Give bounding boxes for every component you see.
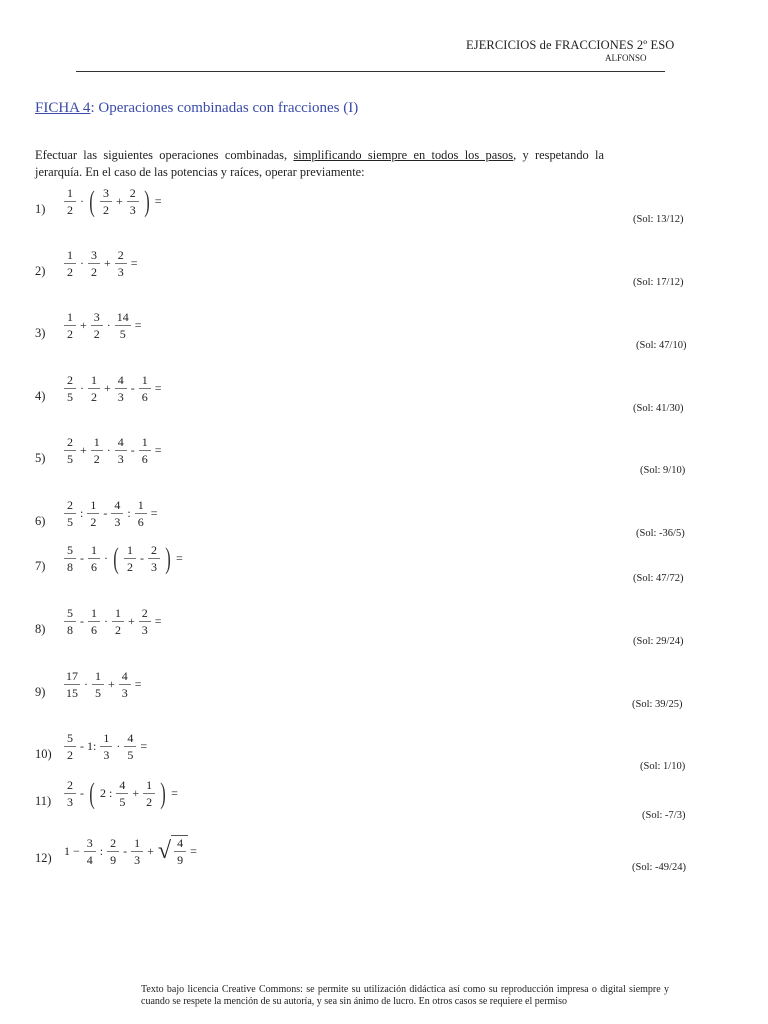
fraction (88, 543, 100, 574)
operator: + (108, 677, 115, 691)
fraction (139, 435, 151, 466)
operator: = (154, 614, 162, 628)
operator: · (106, 318, 111, 332)
exercise-expression (62, 498, 159, 529)
operator: - (80, 551, 84, 565)
operator: = (154, 381, 162, 395)
operator: = (134, 677, 142, 691)
denominator: 9 (177, 853, 184, 867)
open-parenthesis: ( (113, 541, 119, 575)
header-divider (76, 71, 665, 72)
numerator: 4 (111, 498, 123, 514)
open-parenthesis: ( (89, 776, 95, 810)
header-title: EJERCICIOS de FRACCIONES 2º ESO (466, 38, 675, 52)
numerator: 1 (88, 543, 100, 559)
denominator: 5 (67, 390, 73, 404)
denominator: 6 (91, 560, 97, 574)
solution-label: (Sol: 9/10) (640, 465, 686, 476)
exercise-expression (62, 669, 144, 700)
numerator: 4 (116, 778, 128, 794)
numerator: 1 (139, 435, 151, 451)
numerator: 2 (64, 373, 76, 389)
solution-label: (Sol: 1/10) (640, 761, 686, 772)
denominator: 3 (121, 686, 128, 700)
denominator: 6 (141, 452, 148, 466)
denominator: 8 (67, 623, 73, 637)
numerator: 1 (143, 778, 155, 794)
exercise-expression (62, 778, 180, 809)
operator: · (80, 194, 84, 208)
operator: + (147, 843, 154, 858)
denominator: 5 (119, 327, 126, 341)
solution-label: (Sol: -7/3) (642, 810, 686, 821)
numerator: 1 (64, 248, 76, 264)
fraction (64, 543, 76, 574)
numerator: 1 (87, 498, 99, 514)
fraction (91, 435, 103, 466)
denominator: 2 (67, 327, 73, 341)
ficha-label: FICHA 4 (35, 100, 91, 116)
denominator: 2 (67, 203, 73, 217)
exercise-expression (62, 248, 140, 279)
operator: + (104, 256, 111, 270)
operator: - (140, 551, 144, 565)
numerator: 1 (100, 731, 112, 747)
fraction (88, 606, 100, 637)
denominator: 3 (67, 795, 73, 809)
fraction (64, 606, 76, 637)
fraction (115, 310, 131, 341)
fraction (115, 373, 127, 404)
fraction (127, 186, 139, 217)
exercise-number: 1) (35, 202, 46, 216)
header-author: ALFONSO (605, 53, 647, 63)
fraction (115, 435, 127, 466)
solution-label: (Sol: 29/24) (633, 636, 684, 647)
denominator: 4 (86, 852, 93, 867)
fraction (135, 498, 147, 529)
operator: - 1: (80, 739, 97, 753)
operator: + (80, 318, 87, 332)
numerator: 1 (131, 836, 143, 852)
fraction (139, 373, 151, 404)
numerator: 3 (91, 310, 103, 326)
denominator: 5 (95, 686, 101, 700)
denominator: 3 (129, 203, 136, 217)
denominator: 3 (151, 560, 157, 574)
numerator: 3 (84, 836, 96, 852)
denominator: 2 (67, 265, 73, 279)
operator: · (104, 551, 108, 565)
fraction (64, 248, 76, 279)
operator: = (130, 256, 138, 270)
solution-label: (Sol: 39/25) (632, 699, 683, 710)
exercise-number: 8) (35, 622, 46, 636)
solution-label: (Sol: 17/12) (633, 277, 684, 288)
denominator: 2 (93, 452, 100, 466)
numerator: 2 (64, 778, 76, 794)
exercise-number: 4) (35, 389, 46, 403)
numerator: 5 (64, 606, 76, 622)
solution-label: (Sol: -36/5) (636, 528, 685, 539)
numerator: 1 (88, 606, 100, 622)
operator: · (104, 614, 108, 628)
operator: = (171, 786, 178, 800)
fraction (112, 606, 124, 637)
operator: + (80, 443, 87, 457)
exercise-number: 3) (35, 326, 46, 340)
exercise-expression (62, 835, 199, 867)
denominator: 3 (114, 515, 121, 529)
fraction (84, 836, 96, 867)
numerator: 1 (92, 669, 104, 685)
denominator: 2 (90, 515, 97, 529)
fraction (64, 186, 76, 217)
fraction (100, 731, 112, 762)
numerator: 4 (115, 373, 127, 389)
numerator: 2 (64, 498, 76, 514)
fraction (91, 310, 103, 341)
fraction (131, 836, 143, 867)
operator: - (130, 381, 135, 395)
numerator: 2 (64, 435, 76, 451)
exercise-number: 9) (35, 685, 46, 699)
instructions-part1: Efectuar las siguientes operaciones combinadas, (35, 148, 288, 162)
exercise-number: 2) (35, 264, 46, 278)
operator: + (116, 194, 123, 208)
operator: = (134, 318, 142, 332)
denominator: 2 (146, 795, 153, 809)
operator: = (140, 739, 148, 753)
operator: = (154, 194, 162, 208)
denominator: 2 (103, 203, 109, 217)
license-footer: Texto bajo licencia Creative Commons: se permite su utilización didáctica así como su reproducción impresa o digital siempre y cuando se respete la mención de su autoría, y sea sin ánimo de lucro. En otros casos se requiere el permiso (141, 984, 669, 1007)
fraction (64, 778, 76, 809)
exercise-number: 10) (35, 747, 52, 761)
numerator: 2 (107, 836, 119, 852)
open-parenthesis: ( (89, 184, 95, 218)
operator: - (80, 786, 84, 800)
denominator: 9 (110, 852, 117, 867)
numerator: 4 (174, 836, 186, 852)
operator: - (103, 506, 108, 520)
operator: · (106, 443, 111, 457)
exercise-number: 12) (35, 851, 52, 865)
operator: : (127, 506, 131, 520)
denominator: 3 (141, 623, 148, 637)
numerator: 14 (116, 310, 129, 324)
exercise-expression (62, 543, 185, 574)
exercise-number: 7) (35, 559, 46, 573)
denominator: 3 (103, 748, 110, 762)
exercise-expression (62, 731, 149, 762)
fraction (100, 186, 112, 217)
exercise-number: 5) (35, 451, 46, 465)
fraction (64, 669, 80, 700)
operator: + (128, 614, 135, 628)
exercise-expression (62, 310, 144, 341)
operator: = (154, 443, 162, 457)
operator: - (80, 614, 84, 628)
denominator: 5 (119, 795, 126, 809)
denominator: 6 (141, 390, 148, 404)
numerator: 17 (66, 669, 78, 683)
numerator: 5 (64, 731, 76, 747)
numerator: 4 (119, 669, 131, 685)
fraction (115, 248, 127, 279)
operator: · (80, 256, 84, 270)
exercise-number: 6) (35, 514, 46, 528)
operator: - (123, 843, 128, 858)
operator: + (104, 381, 111, 395)
operator: 2 : (100, 786, 113, 800)
solution-label: (Sol: -49/24) (632, 862, 686, 873)
numerator: 2 (139, 606, 151, 622)
denominator: 8 (67, 560, 73, 574)
denominator: 2 (93, 327, 100, 341)
operator: · (84, 677, 88, 691)
denominator: 5 (127, 748, 134, 762)
denominator: 6 (137, 515, 144, 529)
fraction (119, 669, 131, 700)
fraction (64, 373, 76, 404)
exercise-row (0, 835, 768, 899)
numerator: 1 (139, 373, 151, 389)
fraction (143, 778, 155, 809)
numerator: 3 (88, 248, 100, 264)
operator: : (99, 843, 104, 858)
denominator: 5 (67, 452, 73, 466)
exercise-expression (62, 186, 164, 217)
fraction (64, 310, 76, 341)
fraction (64, 435, 76, 466)
operator: + (132, 786, 140, 800)
fraction (148, 543, 160, 574)
operator: · (80, 381, 84, 395)
instructions-part2: , y respetando la jerarquía. En el caso de las potencias y raíces, operar previamente: (35, 148, 604, 179)
denominator: 2 (67, 748, 73, 762)
denominator: 3 (117, 390, 124, 404)
denominator: 5 (67, 515, 73, 529)
sheet-title-text: : Operaciones combinadas con fracciones (I) (90, 100, 359, 116)
numerator: 4 (115, 435, 127, 451)
numerator: 2 (127, 186, 139, 202)
operator: = (190, 843, 197, 858)
solution-label: (Sol: 41/30) (633, 403, 684, 414)
denominator: 3 (117, 265, 124, 279)
close-parenthesis: ) (160, 776, 166, 810)
exercise-row (0, 248, 768, 312)
operator: - (130, 443, 135, 457)
fraction (92, 669, 104, 700)
denominator: 3 (134, 852, 141, 867)
instructions-underlined: simplificando siempre en todos los pasos (293, 148, 514, 162)
exercise-row (0, 184, 768, 250)
solution-label: (Sol: 47/72) (633, 573, 684, 584)
denominator: 15 (66, 686, 78, 700)
denominator: 6 (91, 623, 97, 637)
numerator: 3 (100, 186, 112, 202)
operator: 1 − (64, 843, 80, 858)
numerator: 1 (112, 606, 124, 622)
sheet-title (35, 100, 358, 117)
radical-sign: √ (157, 838, 172, 864)
fraction (64, 731, 76, 762)
numerator: 2 (115, 248, 127, 264)
numerator: 5 (64, 543, 76, 559)
fraction (111, 498, 123, 529)
fraction (107, 836, 119, 867)
fraction (124, 543, 136, 574)
denominator: 2 (91, 265, 97, 279)
numerator: 1 (88, 373, 100, 389)
fraction (124, 731, 136, 762)
exercise-expression (62, 435, 164, 466)
radicand (171, 835, 188, 867)
exercise-expression (62, 373, 164, 404)
exercise-number: 11) (35, 794, 52, 808)
numerator: 1 (64, 310, 76, 326)
operator: = (176, 551, 183, 565)
square-root (158, 835, 188, 867)
fraction (88, 248, 100, 279)
denominator: 2 (91, 390, 97, 404)
fraction (139, 606, 151, 637)
solution-label: (Sol: 13/12) (633, 214, 684, 225)
fraction (87, 498, 99, 529)
numerator: 1 (91, 435, 103, 451)
solution-label: (Sol: 47/10) (636, 340, 687, 351)
fraction (88, 373, 100, 404)
exercise-expression (62, 606, 164, 637)
fraction (174, 836, 186, 867)
numerator: 1 (135, 498, 147, 514)
numerator: 2 (148, 543, 160, 559)
fraction (64, 498, 76, 529)
denominator: 3 (117, 452, 124, 466)
denominator: 2 (127, 560, 133, 574)
numerator: 1 (64, 186, 76, 202)
operator: : (80, 506, 84, 520)
close-parenthesis: ) (144, 184, 150, 218)
instructions (35, 147, 604, 180)
operator: · (116, 739, 121, 753)
numerator: 4 (124, 731, 136, 747)
numerator: 1 (124, 543, 136, 559)
fraction (116, 778, 128, 809)
denominator: 2 (115, 623, 121, 637)
operator: = (150, 506, 158, 520)
close-parenthesis: ) (165, 541, 171, 575)
